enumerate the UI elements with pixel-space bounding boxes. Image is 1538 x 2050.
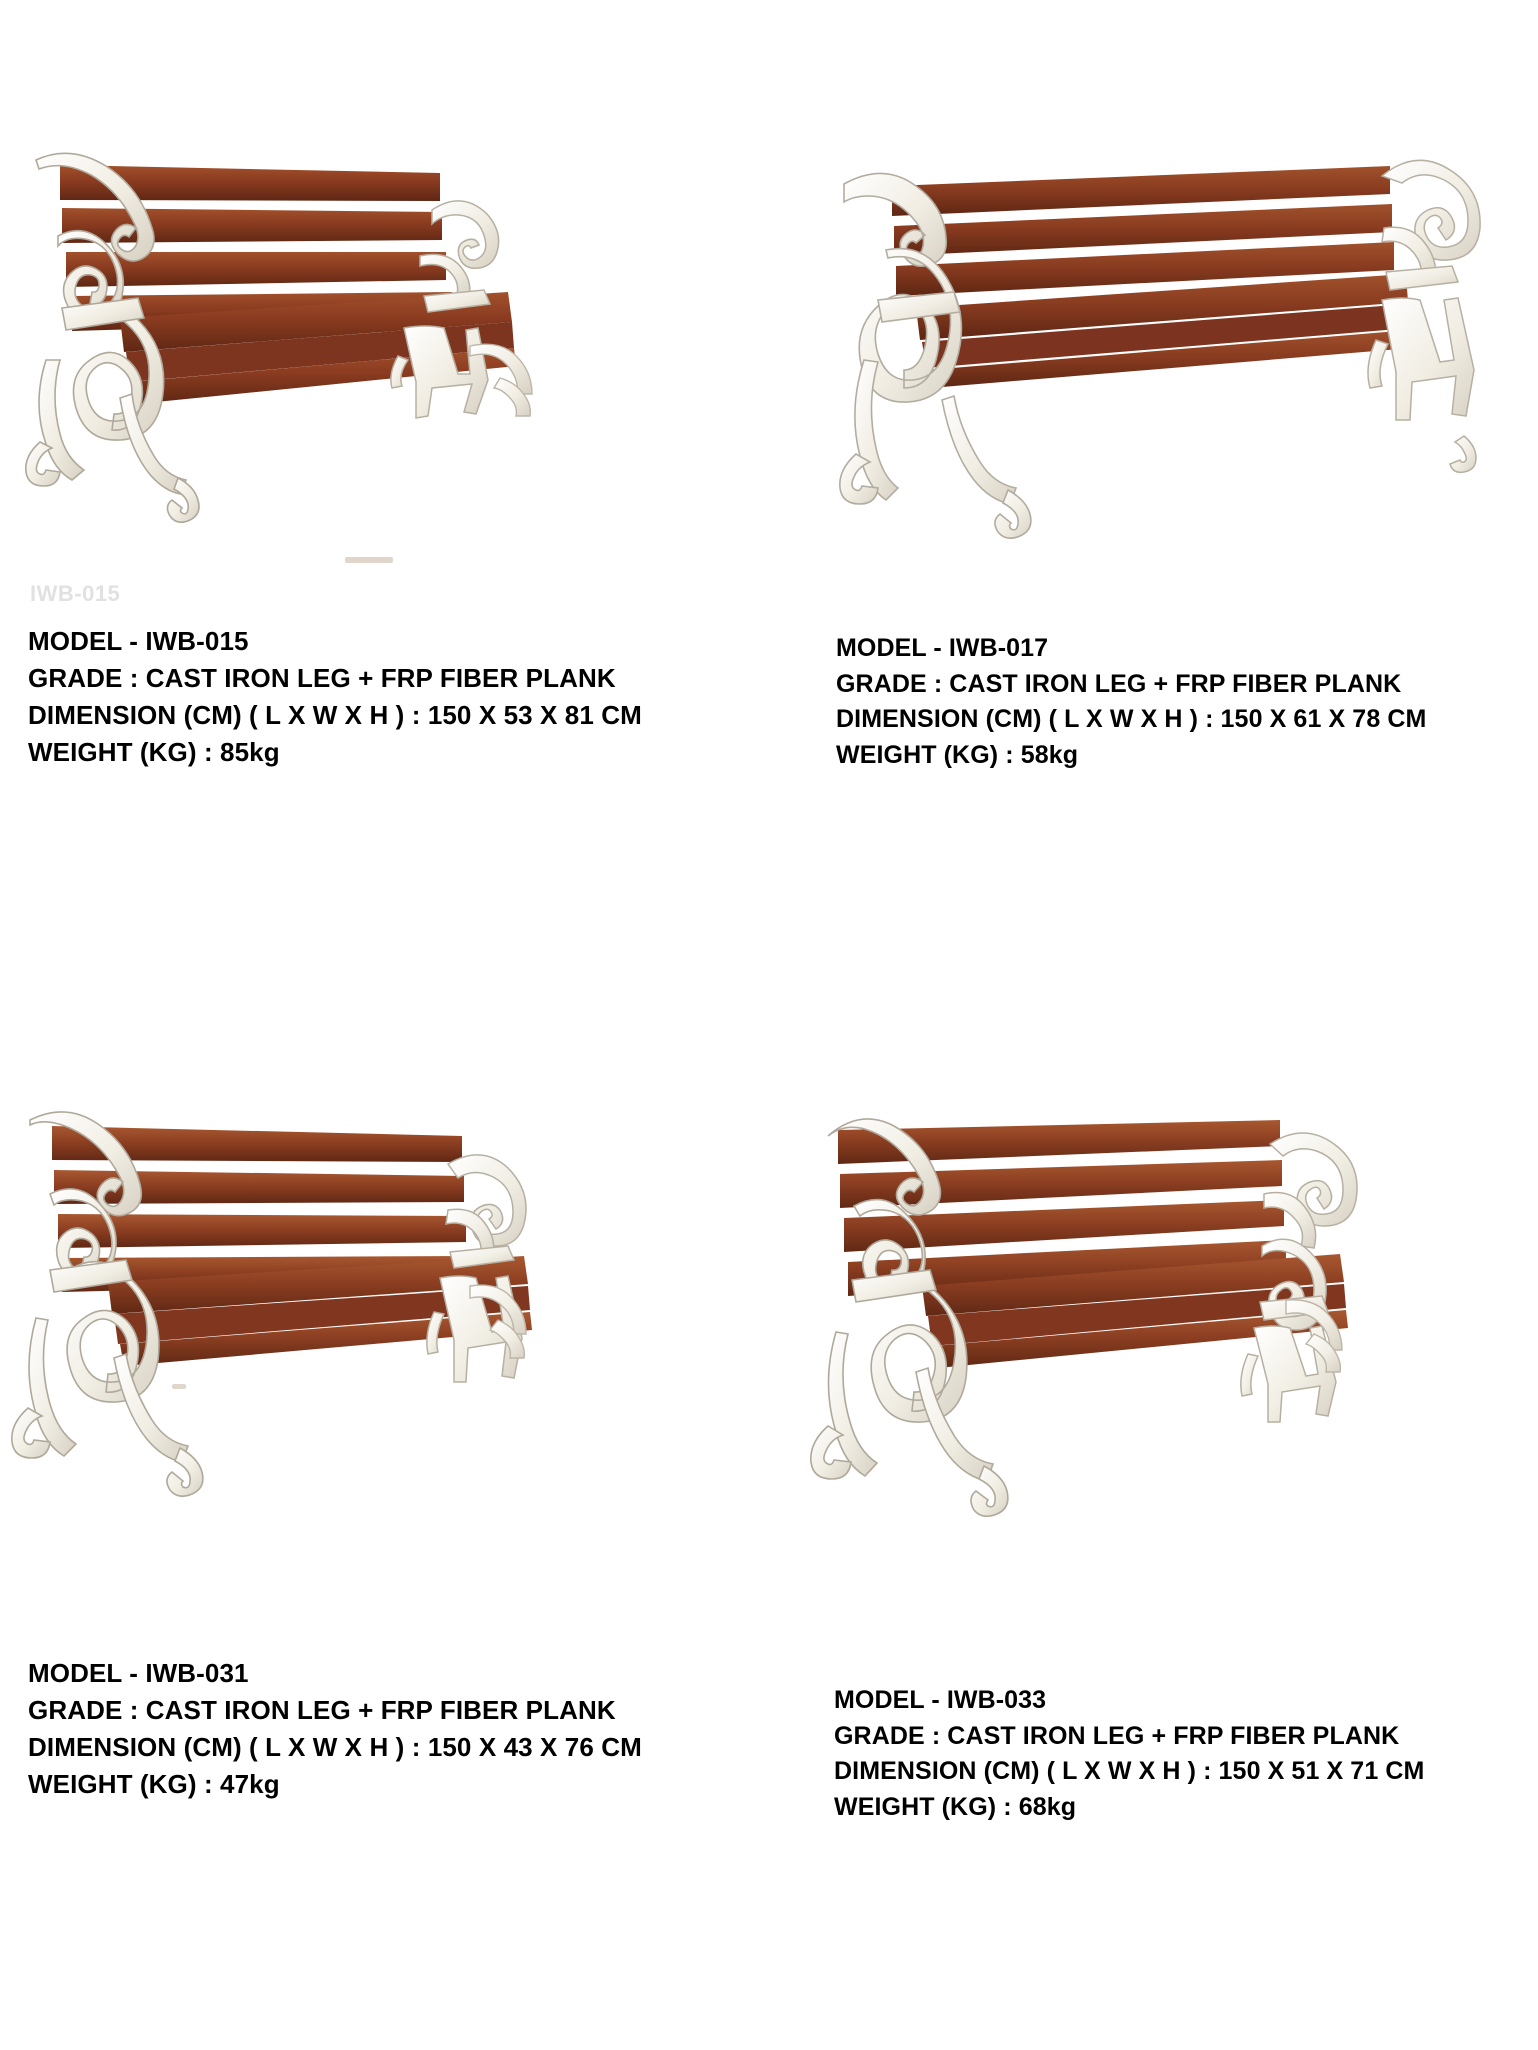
- seat-planks: [916, 274, 1412, 388]
- product-card-0: [0, 60, 790, 920]
- product-image-1: [830, 60, 1538, 615]
- product-card-1: [830, 60, 1538, 920]
- image-watermark-0: IWB-015: [30, 581, 121, 606]
- product-specs-1: [836, 631, 1538, 773]
- product-model-2: MODEL - IWB-031: [28, 1658, 249, 1688]
- product-grade-0: GRADE : CAST IRON LEG + FRP FIBER PLANK: [28, 662, 616, 693]
- product-weight-2: WEIGHT (KG) : 47kg: [28, 1768, 280, 1799]
- product-card-2: [0, 1090, 790, 1950]
- product-card-3: [810, 1090, 1538, 1970]
- product-specs-2: [28, 1655, 790, 1803]
- product-model-1: MODEL - IWB-017: [836, 634, 1049, 662]
- product-dimension-0: DIMENSION (CM) ( L X W X H ) : 150 X 53 X 81 CM: [28, 699, 642, 730]
- scan-artifact: [172, 1384, 186, 1389]
- product-image-3: [810, 1090, 1538, 1645]
- product-grade-1: GRADE : CAST IRON LEG + FRP FIBER PLANK: [836, 669, 1402, 698]
- product-specs-0: [28, 623, 790, 771]
- product-weight-0: WEIGHT (KG) : 85kg: [28, 736, 280, 767]
- product-weight-1: WEIGHT (KG) : 58kg: [836, 740, 1079, 769]
- product-dimension-1: DIMENSION (CM) ( L X W X H ) : 150 X 61 X 78 CM: [836, 705, 1427, 733]
- product-weight-3: WEIGHT (KG) : 68kg: [834, 1792, 1077, 1821]
- product-dimension-2: DIMENSION (CM) ( L X W X H ) : 150 X 43 X 76 CM: [28, 1731, 642, 1762]
- product-image-2: [0, 1090, 790, 1645]
- backrest-planks: [892, 166, 1394, 296]
- product-specs-3: [834, 1683, 1538, 1825]
- product-model-3: MODEL - IWB-033: [834, 1686, 1047, 1714]
- product-model-0: MODEL - IWB-015: [28, 626, 249, 656]
- product-image-0: [0, 60, 790, 615]
- product-grade-2: GRADE : CAST IRON LEG + FRP FIBER PLANK: [28, 1694, 616, 1725]
- product-grade-3: GRADE : CAST IRON LEG + FRP FIBER PLANK: [834, 1721, 1400, 1750]
- scan-artifact: [345, 557, 393, 563]
- product-dimension-3: DIMENSION (CM) ( L X W X H ) : 150 X 51 X 71 CM: [834, 1757, 1425, 1785]
